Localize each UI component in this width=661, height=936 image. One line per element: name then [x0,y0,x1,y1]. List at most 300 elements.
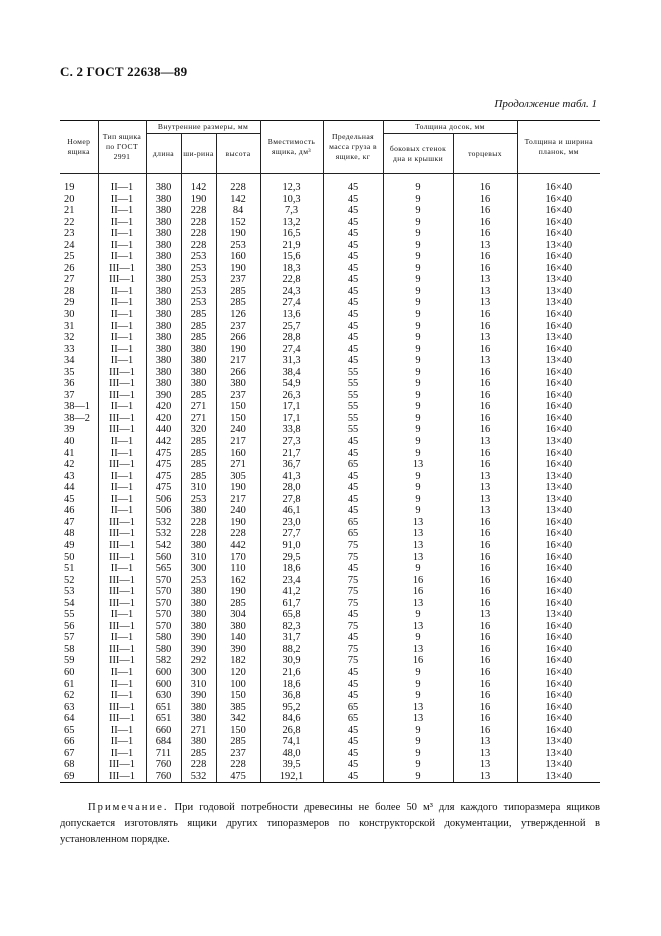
cell-width: 271 [181,401,216,413]
cell-plank-size: 13×40 [517,748,600,760]
cell-side-walls: 9 [383,690,453,702]
table-row [60,194,600,206]
header-length: длина [146,134,181,174]
cell-width: 292 [181,655,216,667]
table-row [60,713,600,725]
cell-side-walls: 9 [383,367,453,379]
cell-max-load: 45 [323,725,383,737]
cell-width: 380 [181,540,216,552]
cell-capacity: 28,0 [260,482,323,494]
cell-type: III—1 [98,517,146,529]
table-row [60,240,600,252]
cell-capacity: 26,8 [260,725,323,737]
cell-type: III—1 [98,390,146,402]
cell-width: 390 [181,644,216,656]
cell-max-load: 75 [323,586,383,598]
cell-capacity: 12,3 [260,174,323,194]
cell-plank-size: 13×40 [517,609,600,621]
cell-max-load: 55 [323,367,383,379]
cell-height: 442 [216,540,260,552]
cell-height: 162 [216,575,260,587]
cell-height: 385 [216,702,260,714]
cell-type: II—1 [98,240,146,252]
cell-side-walls: 9 [383,401,453,413]
cell-type: II—1 [98,344,146,356]
cell-max-load: 65 [323,459,383,471]
cell-height: 266 [216,332,260,344]
cell-length: 380 [146,194,181,206]
cell-height: 150 [216,401,260,413]
cell-max-load: 65 [323,702,383,714]
cell-plank-size: 16×40 [517,378,600,390]
cell-height: 126 [216,309,260,321]
cell-width: 253 [181,494,216,506]
table-row [60,448,600,460]
header-end-walls: торцевых [453,134,517,174]
cell-end-walls: 16 [453,424,517,436]
table-row [60,632,600,644]
cell-plank-size: 16×40 [517,424,600,436]
cell-plank-size: 16×40 [517,690,600,702]
cell-width: 380 [181,367,216,379]
cell-end-walls: 13 [453,771,517,783]
cell-height: 190 [216,517,260,529]
cell-side-walls: 9 [383,471,453,483]
cell-height: 240 [216,424,260,436]
cell-width: 271 [181,413,216,425]
footnote [60,800,600,848]
cell-type: II—1 [98,205,146,217]
cell-length: 442 [146,436,181,448]
cell-width: 228 [181,205,216,217]
cell-length: 380 [146,174,181,194]
cell-length: 651 [146,702,181,714]
cell-height: 150 [216,725,260,737]
cell-length: 580 [146,632,181,644]
table-row [60,482,600,494]
cell-height: 237 [216,390,260,402]
table-row [60,679,600,691]
cell-end-walls: 16 [453,702,517,714]
cell-side-walls: 13 [383,598,453,610]
cell-plank-size: 13×40 [517,494,600,506]
cell-number: 31 [60,321,98,333]
cell-capacity: 54,9 [260,378,323,390]
cell-end-walls: 16 [453,194,517,206]
cell-width: 390 [181,632,216,644]
cell-side-walls: 9 [383,609,453,621]
cell-type: II—1 [98,228,146,240]
cell-number: 39 [60,424,98,436]
table-row [60,217,600,229]
cell-number: 24 [60,240,98,252]
cell-side-walls: 9 [383,505,453,517]
cell-side-walls: 9 [383,725,453,737]
cell-capacity: 82,3 [260,621,323,633]
cell-side-walls: 13 [383,702,453,714]
cell-side-walls: 9 [383,274,453,286]
cell-max-load: 45 [323,174,383,194]
cell-end-walls: 16 [453,367,517,379]
cell-max-load: 65 [323,713,383,725]
cell-height: 342 [216,713,260,725]
cell-end-walls: 16 [453,552,517,564]
cell-plank-size: 16×40 [517,228,600,240]
cell-plank-size: 13×40 [517,759,600,771]
cell-width: 310 [181,679,216,691]
cell-height: 380 [216,378,260,390]
cell-length: 684 [146,736,181,748]
cell-width: 300 [181,667,216,679]
cell-height: 253 [216,240,260,252]
cell-type: II—1 [98,436,146,448]
cell-side-walls: 9 [383,309,453,321]
cell-width: 285 [181,390,216,402]
cell-capacity: 13,6 [260,309,323,321]
cell-number: 42 [60,459,98,471]
cell-height: 182 [216,655,260,667]
cell-width: 285 [181,459,216,471]
cell-plank-size: 16×40 [517,575,600,587]
cell-side-walls: 9 [383,355,453,367]
cell-capacity: 91,0 [260,540,323,552]
cell-width: 228 [181,759,216,771]
cell-end-walls: 16 [453,563,517,575]
cell-length: 570 [146,609,181,621]
header-max-load: Предельная масса груза в ящике, кг [323,121,383,174]
cell-capacity: 16,5 [260,228,323,240]
cell-plank-size: 16×40 [517,713,600,725]
cell-width: 380 [181,713,216,725]
cell-side-walls: 9 [383,321,453,333]
cell-height: 285 [216,286,260,298]
cell-capacity: 36,8 [260,690,323,702]
cell-end-walls: 16 [453,644,517,656]
cell-type: II—1 [98,309,146,321]
cell-width: 300 [181,563,216,575]
cell-type: III—1 [98,413,146,425]
cell-number: 50 [60,552,98,564]
table-row [60,575,600,587]
page-header: С. 2 ГОСТ 22638—89 [60,64,188,79]
cell-length: 380 [146,286,181,298]
cell-side-walls: 9 [383,424,453,436]
cell-capacity: 17,1 [260,401,323,413]
cell-length: 420 [146,413,181,425]
cell-max-load: 45 [323,748,383,760]
cell-side-walls: 9 [383,174,453,194]
table-row [60,586,600,598]
cell-width: 320 [181,424,216,436]
cell-length: 532 [146,528,181,540]
cell-side-walls: 13 [383,713,453,725]
cell-max-load: 45 [323,482,383,494]
cell-side-walls: 9 [383,667,453,679]
cell-max-load: 75 [323,598,383,610]
cell-plank-size: 16×40 [517,563,600,575]
cell-type: II—1 [98,494,146,506]
cell-end-walls: 16 [453,655,517,667]
cell-length: 630 [146,690,181,702]
cell-plank-size: 16×40 [517,344,600,356]
cell-end-walls: 13 [453,494,517,506]
cell-type: III—1 [98,702,146,714]
cell-capacity: 28,8 [260,332,323,344]
cell-capacity: 15,6 [260,251,323,263]
cell-number: 61 [60,679,98,691]
cell-capacity: 27,4 [260,344,323,356]
cell-capacity: 48,0 [260,748,323,760]
cell-length: 380 [146,309,181,321]
cell-width: 253 [181,263,216,275]
cell-end-walls: 13 [453,240,517,252]
cell-side-walls: 9 [383,759,453,771]
cell-number: 68 [60,759,98,771]
cell-width: 253 [181,251,216,263]
cell-type: II—1 [98,690,146,702]
cell-number: 30 [60,309,98,321]
cell-end-walls: 16 [453,321,517,333]
cell-length: 380 [146,355,181,367]
cell-height: 152 [216,217,260,229]
table-row [60,274,600,286]
cell-type: III—1 [98,424,146,436]
cell-number: 54 [60,598,98,610]
cell-height: 228 [216,759,260,771]
cell-plank-size: 16×40 [517,413,600,425]
cell-length: 560 [146,552,181,564]
cell-side-walls: 9 [383,205,453,217]
cell-number: 21 [60,205,98,217]
cell-number: 27 [60,274,98,286]
cell-side-walls: 9 [383,494,453,506]
cell-max-load: 45 [323,679,383,691]
cell-end-walls: 16 [453,586,517,598]
cell-end-walls: 13 [453,332,517,344]
cell-length: 475 [146,459,181,471]
cell-plank-size: 16×40 [517,205,600,217]
cell-width: 380 [181,736,216,748]
cell-plank-size: 13×40 [517,355,600,367]
header-width: ши-рина [181,134,216,174]
cell-number: 69 [60,771,98,783]
cell-number: 32 [60,332,98,344]
cell-type: II—1 [98,174,146,194]
cell-capacity: 26,3 [260,390,323,402]
cell-end-walls: 16 [453,679,517,691]
cell-type: II—1 [98,736,146,748]
cell-end-walls: 16 [453,632,517,644]
cell-type: III—1 [98,759,146,771]
cell-plank-size: 16×40 [517,194,600,206]
cell-height: 217 [216,494,260,506]
cell-max-load: 55 [323,413,383,425]
cell-end-walls: 13 [453,286,517,298]
cell-end-walls: 16 [453,344,517,356]
cell-side-walls: 9 [383,378,453,390]
cell-capacity: 21,7 [260,448,323,460]
cell-number: 37 [60,390,98,402]
cell-height: 240 [216,505,260,517]
cell-capacity: 24,3 [260,286,323,298]
cell-capacity: 41,2 [260,586,323,598]
cell-side-walls: 13 [383,552,453,564]
cell-side-walls: 9 [383,228,453,240]
cell-plank-size: 16×40 [517,263,600,275]
cell-capacity: 36,7 [260,459,323,471]
cell-max-load: 45 [323,240,383,252]
cell-plank-size: 13×40 [517,297,600,309]
cell-plank-size: 16×40 [517,540,600,552]
cell-capacity: 74,1 [260,736,323,748]
header-capacity: Вместимость ящика, дм³ [260,121,323,174]
cell-number: 41 [60,448,98,460]
cell-type: II—1 [98,725,146,737]
cell-side-walls: 9 [383,771,453,783]
table-row [60,771,600,783]
cell-height: 150 [216,413,260,425]
table-row [60,367,600,379]
cell-height: 120 [216,667,260,679]
cell-end-walls: 16 [453,517,517,529]
cell-max-load: 45 [323,563,383,575]
cell-length: 380 [146,321,181,333]
cell-capacity: 29,5 [260,552,323,564]
cell-max-load: 45 [323,609,383,621]
cell-type: II—1 [98,355,146,367]
cell-width: 228 [181,240,216,252]
cell-type: III—1 [98,771,146,783]
cell-capacity: 84,6 [260,713,323,725]
cell-max-load: 75 [323,655,383,667]
cell-type: II—1 [98,332,146,344]
cell-max-load: 75 [323,621,383,633]
cell-end-walls: 16 [453,205,517,217]
cell-length: 380 [146,297,181,309]
cell-width: 285 [181,309,216,321]
cell-length: 570 [146,575,181,587]
cell-plank-size: 16×40 [517,621,600,633]
cell-capacity: 41,3 [260,471,323,483]
cell-max-load: 45 [323,321,383,333]
cell-capacity: 18,3 [260,263,323,275]
cell-length: 380 [146,217,181,229]
table-row [60,540,600,552]
table-row [60,702,600,714]
cell-height: 237 [216,274,260,286]
cell-plank-size: 13×40 [517,505,600,517]
table-row [60,174,600,194]
cell-length: 660 [146,725,181,737]
cell-width: 285 [181,436,216,448]
cell-number: 19 [60,174,98,194]
cell-capacity: 17,1 [260,413,323,425]
table-row [60,436,600,448]
table-row [60,505,600,517]
cell-height: 266 [216,367,260,379]
table-row [60,748,600,760]
cell-length: 380 [146,205,181,217]
cell-height: 140 [216,632,260,644]
cell-height: 217 [216,355,260,367]
cell-capacity: 21,9 [260,240,323,252]
cell-max-load: 45 [323,344,383,356]
cell-max-load: 45 [323,286,383,298]
cell-end-walls: 16 [453,621,517,633]
cell-type: II—1 [98,471,146,483]
cell-length: 475 [146,471,181,483]
cell-height: 217 [216,436,260,448]
cell-length: 580 [146,644,181,656]
cell-type: III—1 [98,644,146,656]
cell-number: 60 [60,667,98,679]
cell-length: 532 [146,517,181,529]
cell-plank-size: 16×40 [517,679,600,691]
cell-end-walls: 16 [453,598,517,610]
cell-width: 190 [181,194,216,206]
cell-end-walls: 13 [453,482,517,494]
cell-number: 51 [60,563,98,575]
cell-length: 565 [146,563,181,575]
cell-number: 53 [60,586,98,598]
header-height: высота [216,134,260,174]
cell-length: 475 [146,482,181,494]
cell-number: 63 [60,702,98,714]
cell-max-load: 45 [323,297,383,309]
cell-plank-size: 13×40 [517,736,600,748]
cell-end-walls: 16 [453,540,517,552]
table-row [60,309,600,321]
cell-end-walls: 16 [453,725,517,737]
cell-type: II—1 [98,286,146,298]
cell-side-walls: 16 [383,586,453,598]
cell-plank-size: 16×40 [517,517,600,529]
cell-capacity: 27,8 [260,494,323,506]
cell-length: 600 [146,667,181,679]
cell-max-load: 45 [323,332,383,344]
cell-width: 285 [181,321,216,333]
cell-plank-size: 16×40 [517,702,600,714]
cell-capacity: 33,8 [260,424,323,436]
cell-side-walls: 16 [383,575,453,587]
cell-max-load: 75 [323,575,383,587]
table-row [60,286,600,298]
cell-end-walls: 16 [453,575,517,587]
cell-plank-size: 16×40 [517,401,600,413]
cell-plank-size: 16×40 [517,667,600,679]
cell-plank-size: 16×40 [517,644,600,656]
cell-height: 271 [216,459,260,471]
table-row [60,459,600,471]
cell-number: 40 [60,436,98,448]
cell-number: 29 [60,297,98,309]
cell-number: 28 [60,286,98,298]
cell-plank-size: 16×40 [517,321,600,333]
cell-type: II—1 [98,632,146,644]
cell-height: 190 [216,344,260,356]
cell-max-load: 75 [323,552,383,564]
cell-type: III—1 [98,274,146,286]
cell-length: 380 [146,378,181,390]
cell-number: 55 [60,609,98,621]
cell-number: 67 [60,748,98,760]
cell-number: 64 [60,713,98,725]
cell-capacity: 192,1 [260,771,323,783]
header-board-thickness: Толщина досок, мм [383,121,517,134]
cell-capacity: 38,4 [260,367,323,379]
cell-type: III—1 [98,367,146,379]
cell-length: 380 [146,263,181,275]
